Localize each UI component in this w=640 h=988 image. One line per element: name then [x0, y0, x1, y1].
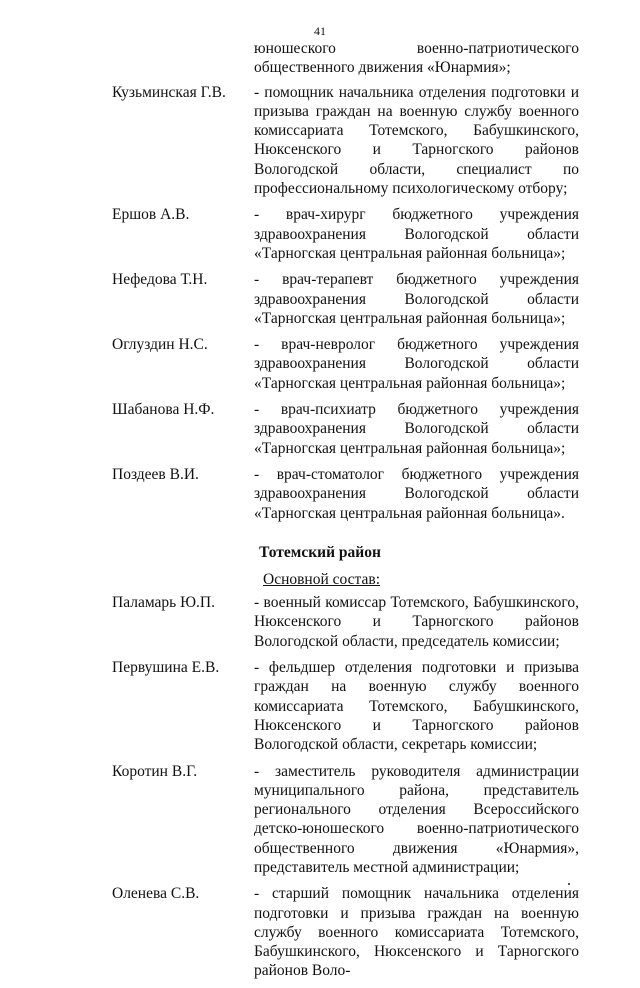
member-role: - помощник начальника отделения подготовки и призыва граждан на военную службу военного комиссариата Тотемского, Бабушкинского, Нюксенского и Тарногского районов Вологодской области, специалист по профессиональному психологическому отбору; [254, 83, 579, 198]
member-role: - военный комиссар Тотемского, Бабушкинского, Нюксенского и Тарногского районов Вологодской области, председатель комиссии; [254, 594, 579, 650]
member-role: - врач-невролог бюджетного учреждения здравоохранения Вологодской области «Тарногская центральная районная больница»; [254, 336, 579, 392]
page-number: 41 [314, 24, 326, 38]
member-role: - заместитель руководителя администрации муниципального района, представитель регионального отделения Всероссийского детско-юношеского военно-патриотического общественного движения «Юнармия», представитель местной администрации; [254, 762, 579, 876]
list-item [0, 762, 640, 878]
member-name: Оленева С.В. [112, 885, 200, 903]
member-name: Оглуздин Н.С. [112, 336, 208, 354]
scan-mark [568, 883, 570, 885]
document-body [0, 39, 640, 988]
subsection-title: Основной состав: [263, 570, 381, 588]
member-name: Паламарь Ю.П. [112, 594, 215, 612]
member-role: - фельдшер отделения подготовки и призыва граждан на военную службу военного комиссариата Тотемского, Бабушкинского, Нюксенского и Тарногского районов Вологодской области, секретарь комиссии; [254, 659, 579, 754]
member-name: Шабанова Н.Ф. [112, 401, 215, 419]
list-item [0, 658, 640, 754]
member-role: - врач-хирург бюджетного учреждения здравоохранения Вологодской области «Тарногская центральная районная больница»; [254, 206, 579, 262]
section-title: Тотемский район [259, 543, 381, 561]
member-role: - врач-терапевт бюджетного учреждения здравоохранения Вологодской области «Тарногская центральная районная больница»; [254, 271, 579, 327]
list-item [0, 884, 640, 980]
member-name: Ершов А.В. [112, 206, 190, 224]
list-item [0, 465, 640, 523]
member-role: - врач-психиатр бюджетного учреждения здравоохранения Вологодской области «Тарногская центральная районная больница»; [254, 401, 579, 457]
member-name: Коротин В.Г. [112, 762, 198, 780]
member-name: Кузьминская Г.В. [112, 83, 226, 101]
list-item [0, 593, 640, 651]
member-name: Поздеев В.И. [112, 465, 199, 483]
member-name: Нефедова Т.Н. [112, 271, 208, 289]
list-item [0, 400, 640, 458]
member-role: юношеского военно-патриотического общественного движения «Юнармия»; [254, 40, 579, 77]
list-item [0, 270, 640, 328]
list-item [0, 335, 640, 393]
list-item [0, 83, 640, 199]
member-name: Первушина Е.В. [112, 659, 220, 677]
list-item-continuation [0, 39, 640, 78]
member-role: - врач-стоматолог бюджетного учреждения здравоохранения Вологодской области «Тарногская центральная районная больница». [254, 465, 579, 522]
member-role: - старший помощник начальника отделения подготовки и призыва граждан на военную службу военного комиссариата Тотемского, Бабушкинского, Нюксенского и Тарногского районов Воло- [254, 885, 579, 980]
list-item [0, 205, 640, 263]
